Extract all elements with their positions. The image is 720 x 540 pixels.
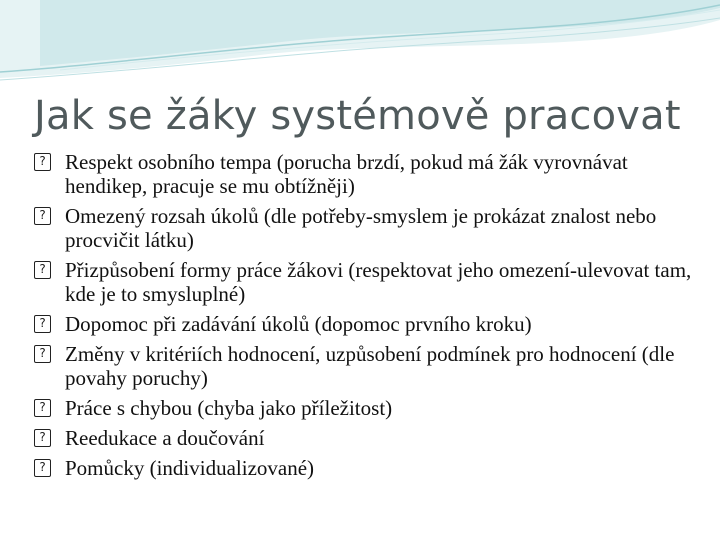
list-item [34,456,694,480]
list-item-text: Reedukace a doučování [65,426,265,450]
list-item [34,258,694,306]
list-item-text: Přizpůsobení formy práce žákovi (respektovat jeho omezení-ulevovat tam, kde je to smysluplné) [65,258,692,306]
list-item [34,342,694,390]
bullet-icon: ? [34,153,51,171]
bullet-list [34,150,694,480]
list-item [34,150,694,198]
list-item-text: Změny v kritériích hodnocení, uzpůsobení podmínek pro hodnocení (dle povahy poruchy) [65,342,675,390]
list-item [34,426,694,450]
bullet-icon: ? [34,345,51,363]
list-item-text: Respekt osobního tempa (porucha brzdí, pokud má žák vyrovnávat hendikep, pracuje se mu obtížněji) [65,150,628,198]
list-item-text: Práce s chybou (chyba jako příležitost) [65,396,393,420]
list-item [34,396,694,420]
bullet-icon: ? [34,429,51,447]
bullet-icon: ? [34,459,51,477]
list-item-text: Pomůcky (individualizované) [65,456,315,480]
list-item-text: Omezený rozsah úkolů (dle potřeby-smyslem je prokázat znalost nebo procvičit látku) [65,204,657,252]
list-item [34,312,694,336]
list-item-text: Dopomoc při zadávání úkolů (dopomoc prvního kroku) [65,312,532,336]
bullet-icon: ? [34,399,51,417]
bullet-icon: ? [34,207,51,225]
slide-title: Jak se žáky systémově pracovat [34,93,681,139]
list-item [34,204,694,252]
bullet-icon: ? [34,315,51,333]
decorative-wave-banner [0,0,720,90]
bullet-icon: ? [34,261,51,279]
